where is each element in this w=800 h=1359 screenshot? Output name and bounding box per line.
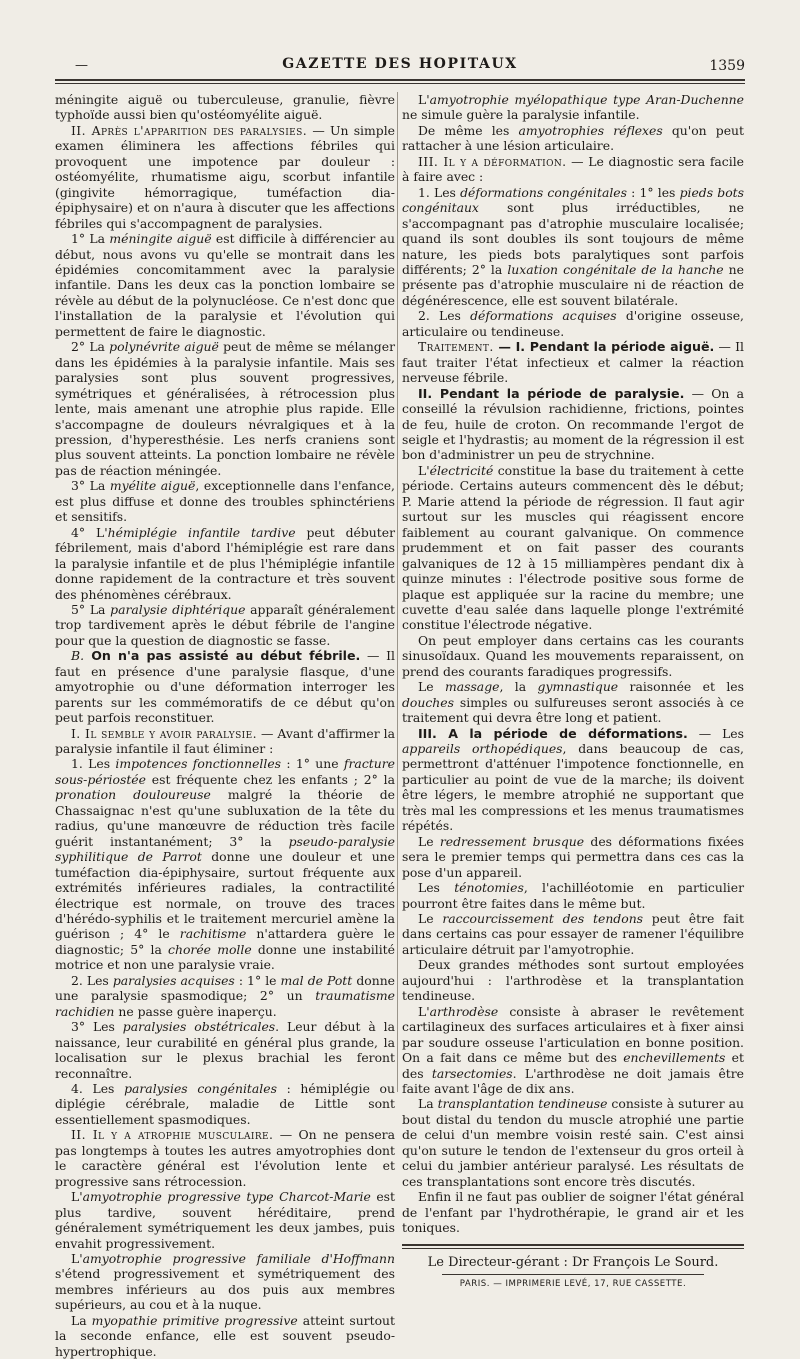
paragraph: 2. Les déformations acquises d'origine osseuse, articulaire ou tendineuse. (402, 308, 744, 339)
section-heading: II. Pendant la période de paralysie. (418, 385, 685, 401)
paragraph: De même les amyotrophies réflexes qu'on peut rattacher à une lésion articulaire. (402, 122, 745, 154)
paragraph: Le raccourcissement des tendons peut être fait dans certains cas pour essayer de ramener l'équilibre articulaire détruit par l'amyotrophie. (402, 911, 744, 957)
paragraph: Le redressement brusque des déformations fixées sera le premier temps qui permettra dans ces cas la pose d'un appareil. (402, 833, 745, 880)
paragraph: 4° L'hémiplégie infantile tardive peut débuter fébrilement, mais d'abord l'hémiplégie est rare dans la paralysie infantile et de plus l'hémiplégie infantile donne rapidement de la contracture et très souvent des phénomènes cérébraux. (55, 524, 395, 602)
page-number: 1359 (709, 58, 745, 74)
paragraph: Les ténotomies, l'achilléotomie en particulier pourront être faites dans le même but. (402, 880, 745, 911)
paragraph: La myopathie primitive progressive atteint surtout la seconde enfance, elle est souvent pseudo-hypertrophique. (55, 1312, 395, 1359)
paragraph: L'électricité constitue la base du traitement à cette période. Certains auteurs commencent dès le début; P. Marie attend la période de régression. Il faut agir surtout sur les muscles qui réagissent encore faiblement au courant galvanique. On commence prudemment et on fait passer des courants galvaniques de 12 à 15 milliampères pendant dix à quinze minutes : l'électrode positive sous forme de plaque est appliquée sur la racine du membre; une cuvette d'eau salée dans laquelle plonge l'extrémité constitue l'électrode négative. (402, 462, 744, 633)
right-column (402, 92, 744, 1292)
director-line: Le Directeur-gérant : Dr François Le Sourd. (427, 1254, 719, 1270)
section-heading: III. A la période de déformations. (418, 725, 688, 741)
paragraph: 3° La myélite aiguë, exceptionnelle dans l'enfance, est plus diffuse et donne des troubles sphinctériens et sensitifs. (55, 478, 395, 525)
paragraph: II. Après l'apparition des paralysies. — Un simple examen éliminera les affections fébriles qui provoquent une impotence par douleur : ostéomyélite, rhumatisme aigu, scorbut infantile (gingivite hémorragique, tuméfaction dia-épiphysaire) et on n'aura à discuter que les affections fébriles qui s'accompagnent de paralysies. (55, 122, 396, 231)
paragraph: Le massage, la gymnastique raisonnée et les douches simples ou sulfureuses seront associés à ce traitement qui devra être long et patient. (402, 679, 744, 726)
section-heading: II. Il y a atrophie musculaire. (71, 1127, 274, 1143)
paragraph: La transplantation tendineuse consiste à suturer au bout distal du tendon du muscle atrophié une partie de celui d'un membre voisin resté sain. C'est ainsi qu'on suture le tendon de l'extenseur du gros orteil à celui du jambier antérieur paralysé. Les résultats de ces transplantations sont encore très discutés. (402, 1096, 744, 1189)
paragraph: 3° Les paralysies obstétricales. Leur début à la naissance, leur curabilité en général plus grande, la localisation sur le plexus brachial les feront reconnaître. (55, 1019, 395, 1081)
paragraph: 2° La polynévrite aiguë peut de même se mélanger dans les épidémies à la paralysie infantile. Mais ses paralysies sont plus souvent progressives, symétriques et généralisées, à rétrocession plus lente, mais amenant une atrophie plus rapide. Elle s'accompagne de douleurs névralgiques et à la pression, d'hyperesthésie. Les nerfs craniens sont plus souvent atteints. La ponction lombaire ne révèle pas de réaction méningée. (55, 339, 395, 478)
section-heading: I. Il semble y avoir paralysie. (71, 725, 257, 741)
paragraph: 1. Les déformations congénitales : 1° les pieds bots congénitaux sont plus irréductibles, ne s'accompagnant pas d'atrophie musculaire localisée; quand ils sont doubles ils sont toujours de même nature, les pieds bots paralytiques sont parfois différents; 2° la luxation congénitale de la hanche ne présente pas d'atrophie musculaire ni de réaction de dégénérescence, elle est souvent bilatérale. (402, 184, 744, 308)
printer-line: PARIS. — IMPRIMERIE LEVÉ, 17, RUE CASSETTE. (459, 1278, 687, 1289)
paragraph: L'amyotrophie myélopathique type Aran-Duchenne ne simule guère la paralysie infantile. (402, 92, 744, 123)
paragraph: 1° La méningite aiguë est difficile à différencier au début, nous avons vu qu'elle se montrait dans les épidémies concomitamment avec la paralysie infantile. Dans les deux cas la ponction lombaire se révèle au début de la polynucléose. Ce n'est donc que l'installation de la paralysie et l'évolution qui permettent de faire le diagnostic. (55, 231, 395, 339)
paragraph: Deux grandes méthodes sont surtout employées aujourd'hui : l'arthrodèse et la transplantation tendineuse. (402, 957, 744, 1004)
paragraph: B. On n'a pas assisté au début fébrile. — Il faut en présence d'une paralysie flasque, d'une amyotrophie ou d'une déformation interroger les parents sur les commémoratifs de ce début qu'on peut parfois reconstituer. (55, 648, 395, 726)
paragraph: L'arthrodèse consiste à abraser le revêtement cartilagineux des surfaces articulaires et à fixer ainsi par soudure osseuse l'articulation en bonne position. On a fait dans ce même but des enchevillements et des tarsectomies. L'arthrodèse ne doit jamais être faite avant l'âge de dix ans. (402, 1003, 745, 1096)
paragraph: II. Pendant la période de paralysie. — On a conseillé la révulsion rachidienne, frictions, pointes de feu, huile de croton. On recommande l'ergot de seigle et l'hydrastis; au moment de la régression il est bon d'administrer un peu de strychnine. (402, 385, 744, 463)
paragraph: L'amyotrophie progressive type Charcot-Marie est plus tardive, souvent héréditaire, prend généralement symétriquement les deux jambes, puis envahit progressivement. (55, 1189, 395, 1251)
paragraph: méningite aiguë ou tuberculeuse, granulie, fièvre typhoïde aussi bien qu'ostéomyélite aiguë. (55, 92, 395, 123)
paragraph: L'amyotrophie progressive familiale d'Hoffmann s'étend progressivement et symétriquement des membres inférieurs au dos puis aux membres supérieurs, au cou et à la nuque. (55, 1250, 395, 1313)
journal-title: GAZETTE DES HOPITAUX (282, 56, 518, 72)
section-heading: II. Après l'apparition des paralysies. (71, 122, 308, 138)
paragraph: I. Il semble y avoir paralysie. — Avant d'affirmer la paralysie infantile il faut éliminer : (55, 725, 395, 757)
paragraph: Traitement. — I. Pendant la période aiguë. — Il faut traiter l'état infectieux et calmer la réaction nerveuse fébrile. (402, 339, 744, 386)
left-column (55, 92, 395, 1359)
footer-rule-thin (442, 1274, 704, 1275)
header-rule (55, 79, 745, 84)
section-heading: — I. Pendant la période aiguë. (493, 339, 715, 355)
paragraph: 1. Les impotences fonctionnelles : 1° une fracture sous-périostée est fréquente chez les enfants ; 2° la pronation douloureuse malgré la théorie de Chassaignac n'est qu'une subluxation de la tête du radius, qu'une manœuvre de réduction très facile guérit instantanément; 3° la pseudo-paralysie syphilitique de Parrot donne une douleur et une tuméfaction dia-épiphysaire, surtout fréquente aux extrémités inférieures radiales, la contractilité électrique est normale, on trouve des traces d'hérédo-syphilis et le traitement mercuriel amène la guérison ; 4° le rachitisme n'attardera guère le diagnostic; 5° la chorée molle donne une instabilité motrice et non une paralysie vraie. (55, 756, 395, 973)
paragraph: III. Il y a déformation. — Le diagnostic sera facile à faire avec : (402, 153, 744, 185)
section-heading: On n'a pas assisté au début fébrile. (84, 648, 361, 664)
paragraph: 4. Les paralysies congénitales : hémiplégie ou diplégie cérébrale, maladie de Little sont essentiellement spasmodiques. (55, 1081, 395, 1127)
paragraph: On peut employer dans certains cas les courants sinusoïdaux. Quand les mouvements reparaissent, on prend des courants faradiques progressifs. (402, 632, 744, 679)
paragraph: Enfin il ne faut pas oublier de soigner l'état général de l'enfant par l'hydrothérapie, le grand air et les toniques. (402, 1189, 744, 1236)
paragraph: 5° La paralysie diphtérique apparaît généralement trop tardivement après le début fébrile de l'angine pour que la question de diagnostic se fasse. (55, 601, 395, 648)
page-header (55, 52, 745, 76)
section-heading: Traitement. (418, 339, 494, 355)
paragraph: III. A la période de déformations. — Les appareils orthopédiques, dans beaucoup de cas, permettront d'atténuer l'impotence fonctionnelle, en particulier au point de vue de la marche; ils doivent être légers, le membre atrophié ne supportant que très mal les compressions et les menus traumatismes répétés. (402, 725, 744, 834)
column-divider (397, 92, 398, 1092)
section-heading: III. Il y a déformation. (418, 153, 567, 169)
header-dash: — (75, 58, 88, 73)
paragraph: II. Il y a atrophie musculaire. — On ne pensera pas longtemps à toutes les autres amyotrophies dont le caractère général est l'évolution lente et progressive sans rétrocession. (55, 1127, 395, 1189)
footer-rule (402, 1244, 744, 1249)
paragraph: 2. Les paralysies acquises : 1° le mal de Pott donne une paralysie spasmodique; 2° un traumatisme rachidien ne passe guère inaperçu. (55, 972, 396, 1019)
